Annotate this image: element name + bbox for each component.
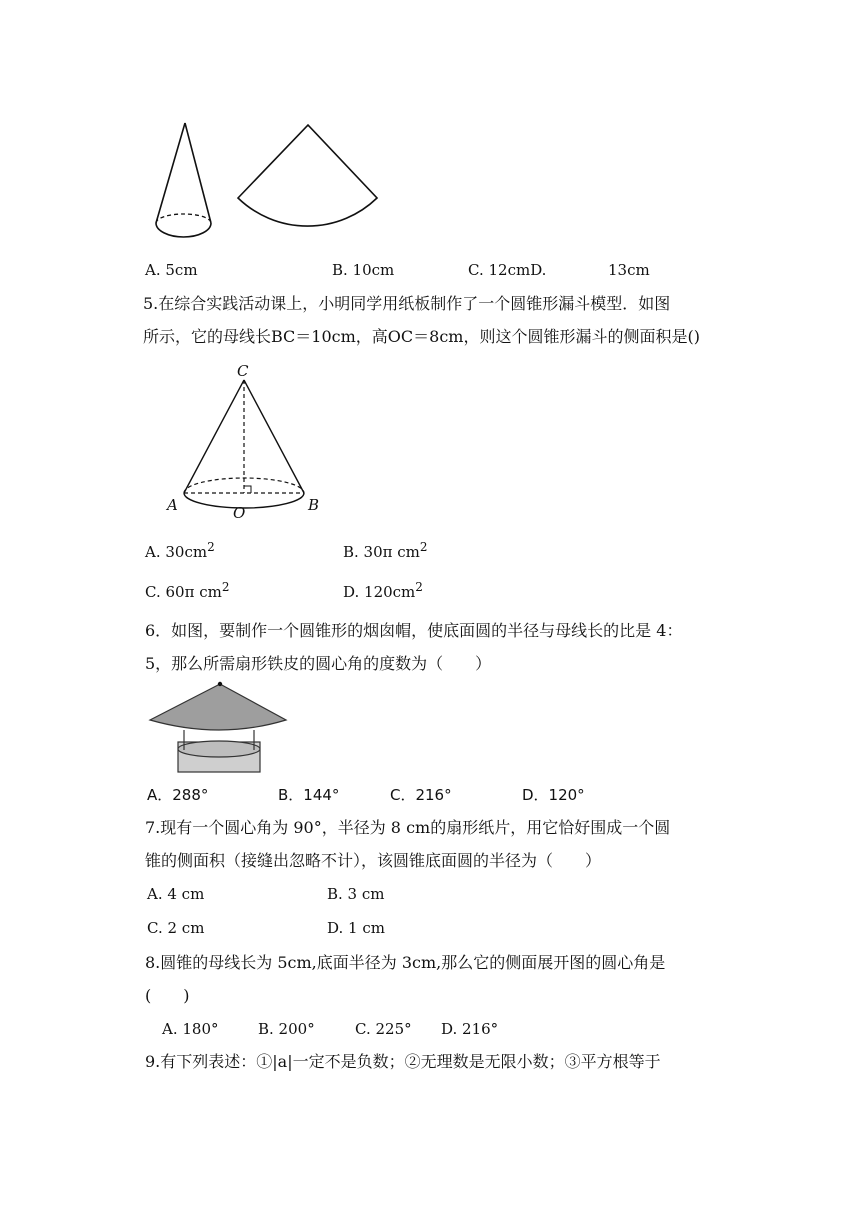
q6-text-line1: 6．如图，要制作一个圆锥形的烟囱帽，使底面圆的半径与母线长的比是 4： [145,621,683,640]
q5-option-b: B. 30π $cm^2$ [343,540,428,561]
q7-option-a: A. 4 cm [147,885,205,903]
q7-option-d: D. 1 cm [327,919,385,937]
q5-text-line2: 所示，它的母线长BC＝10cm，高OC＝8cm，则这个圆锥形漏斗的侧面积是() [143,327,700,346]
chimney-cap-figure [148,680,293,775]
q4-option-b: B. 10cm [332,261,395,279]
q7-text-line2: 锥的侧面积（接缝出忽略不计），该圆锥底面圆的半径为（ ） [145,851,602,870]
cone-and-sector-figure [140,115,400,250]
label-a: A [167,496,178,514]
q8-text-line2: ( ) [145,986,190,1005]
q4-option-a: A. 5cm [145,261,198,279]
q6-option-d: D．120° [522,786,585,804]
q7-option-c: C. 2 cm [147,919,205,937]
label-c: C [237,362,249,380]
q8-option-a: A. 180° [162,1020,219,1038]
q4-option-c: C. 12cmD. [468,261,547,279]
q6-option-a: A．288° [147,786,209,804]
q6-text-line2: 5，那么所需扇形铁皮的圆心角的度数为（ ） [145,654,492,673]
q7-option-b: B. 3 cm [327,885,385,903]
q7-text-line1: 7.现有一个圆心角为 90°，半径为 8 cm的扇形纸片，用它恰好围成一个圆 [145,818,671,837]
q5-option-a: A. $30cm^2$ [145,540,215,561]
q4-option-d: 13cm [608,261,650,279]
q8-text-line1: 8.圆锥的母线长为 5cm,底面半径为 3cm,那么它的侧面展开图的圆心角是 [145,953,666,972]
q5-text-line1: 5.在综合实践活动课上，小明同学用纸板制作了一个圆锥形漏斗模型．如图 [143,294,671,313]
q5-option-c: C. 60π $cm^2$ [145,580,230,601]
label-o: O [233,504,246,522]
q5-option-d: D. $120cm^2$ [343,580,423,601]
funnel-cone-figure [160,358,340,528]
q8-option-d: D. 216° [441,1020,499,1038]
q6-option-c: C．216° [390,786,452,804]
q8-option-c: C. 225° [355,1020,412,1038]
q9-text-line1: 9.有下列表述：①|a|一定不是负数；②无理数是无限小数；③平方根等于 [145,1052,661,1071]
q8-option-b: B. 200° [258,1020,315,1038]
q6-option-b: B．144° [278,786,340,804]
label-b: B [308,496,320,514]
